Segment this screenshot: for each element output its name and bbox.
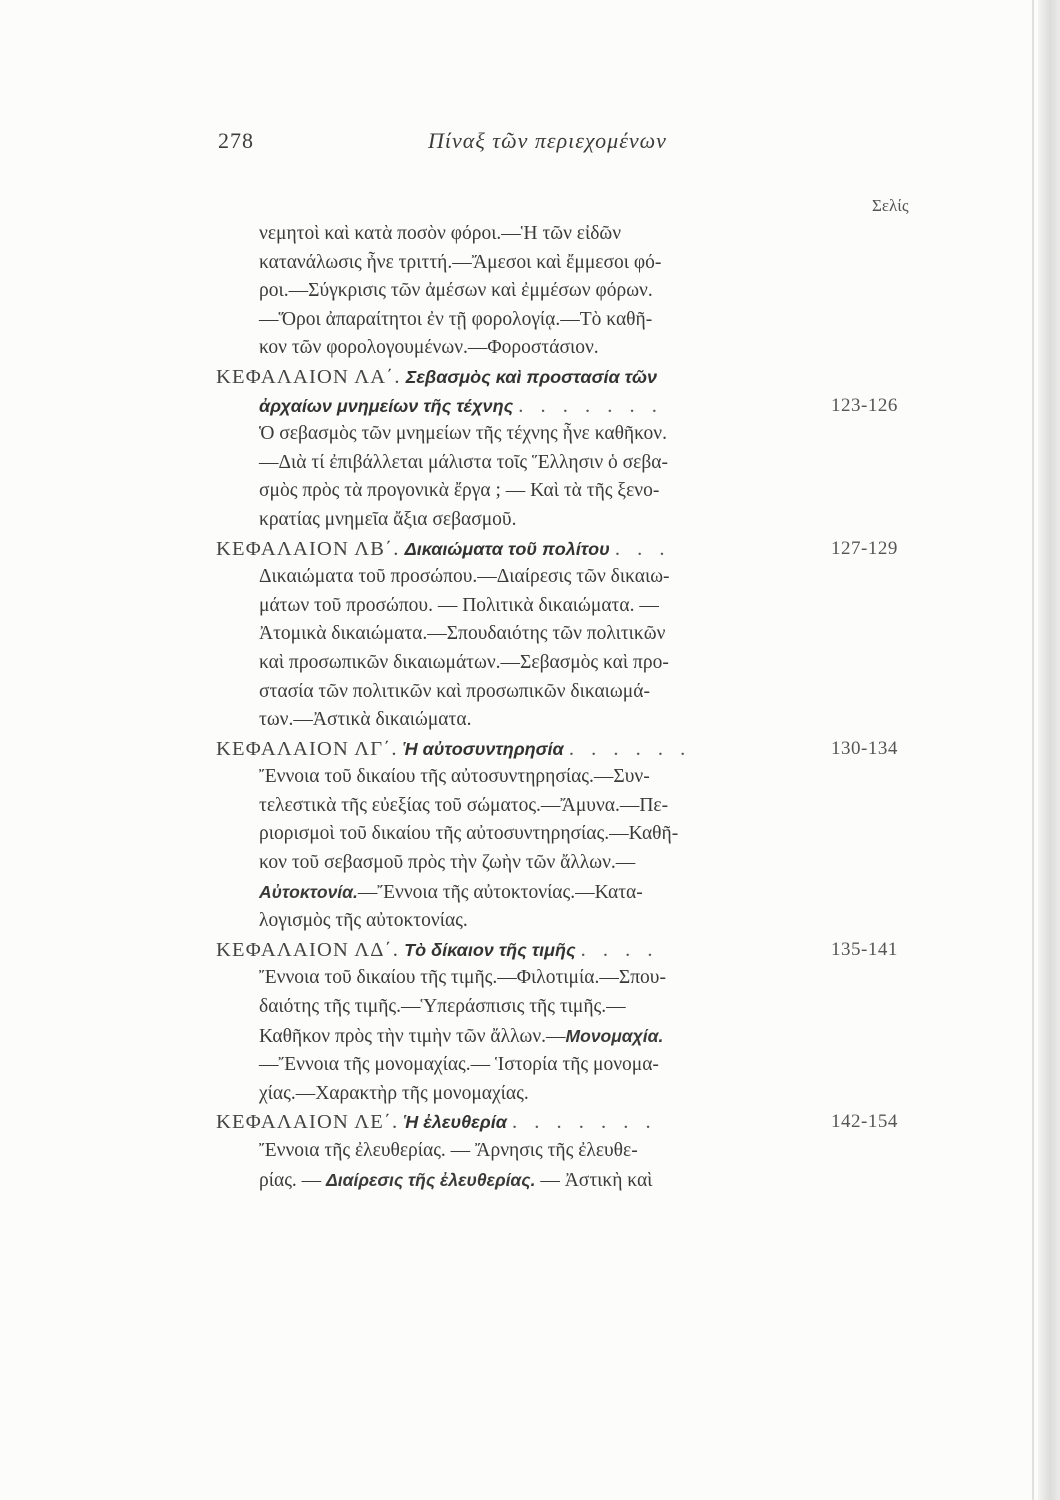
chapter-title: Ἡ ἐλευθερία	[403, 1112, 507, 1133]
text-line: σμὸς πρὸς τὰ προγονικὰ ἔργα ; — Καὶ τὰ τῆς ξενο-	[259, 480, 660, 502]
text-line: —Ὅροι ἀπαραίτητοι ἐν τῇ φορολογίᾳ.—Τὸ καθῆ-	[259, 308, 653, 330]
text-line: Ἔννοια τῆς ἐλευθερίας. — Ἄρνησις τῆς ἐλευθε-	[259, 1140, 638, 1161]
chapter-label: ΚΕΦΑΛΑΙΟΝ ΛΑ΄.	[216, 365, 401, 388]
text-line: Ἔννοια τοῦ δικαίου τῆς τιμῆς.—Φιλοτιμία.—Σπου-	[259, 967, 666, 989]
intro-paragraph	[216, 220, 934, 363]
emphasis-term: Αὐτοκτονία.	[259, 881, 358, 902]
page-header	[218, 128, 818, 168]
chapter-heading-cont	[216, 392, 934, 421]
dot-leader: . . . . . . .	[518, 394, 663, 417]
chapter-heading	[216, 1108, 934, 1137]
emphasis-term: Μονομαχία.	[565, 1025, 664, 1046]
chapter-summary	[216, 964, 934, 1108]
chapter-title: Τὸ δίκαιον τῆς τιμῆς	[404, 939, 576, 960]
text-run: ρίας. —	[259, 1169, 327, 1191]
chapter-entry	[216, 936, 934, 1109]
chapter-label: ΚΕΦΑΛΑΙΟΝ ΛΕ΄.	[216, 1111, 399, 1134]
chapter-pages: 142-154	[831, 1111, 898, 1133]
text-line: Ἀτομικὰ δικαιώματα.—Σπουδαιότης τῶν πολιτικῶν	[259, 623, 666, 645]
text-line: κρατίας μνημεῖα ἄξια σεβασμοῦ.	[259, 508, 517, 530]
text-line: Δικαιώματα τοῦ προσώπου.—Διαίρεσις τῶν δικαιω-	[259, 566, 670, 588]
chapter-summary	[216, 763, 934, 936]
chapter-entry	[216, 1108, 934, 1195]
text-line: των.—Ἀστικὰ δικαιώματα.	[259, 709, 472, 731]
running-title: Πίναξ τῶν περιεχομένων	[428, 128, 667, 153]
page-number: 278	[218, 128, 254, 153]
text-line: τελεστικὰ τῆς εὐεξίας τοῦ σώματος.—Ἄμυνα.—Πε-	[259, 794, 669, 816]
text-line: Ἔννοια τοῦ δικαίου τῆς αὐτοσυντηρησίας.—Συν-	[259, 766, 650, 788]
chapter-entry	[216, 363, 934, 535]
chapter-label: ΚΕΦΑΛΑΙΟΝ ΛΒ΄.	[216, 537, 400, 560]
chapter-summary	[216, 563, 934, 735]
chapter-pages: 135-141	[831, 938, 898, 960]
page-column-label: Σελίς	[872, 196, 909, 215]
toc-body	[216, 220, 934, 1195]
chapter-heading	[216, 735, 934, 764]
dot-leader: . . .	[614, 537, 671, 560]
dot-leader: . . . . . .	[568, 737, 692, 760]
text-line: κον τοῦ σεβασμοῦ πρὸς τὴν ζωὴν τῶν ἄλλων.—	[259, 852, 636, 874]
text-line: στασία τῶν πολιτικῶν καὶ προσωπικῶν δικαιωμά-	[259, 680, 650, 702]
chapter-heading	[216, 535, 934, 564]
text-line: δαιότης τῆς τιμῆς.—Ὑπεράσπισις τῆς τιμῆς.—	[259, 996, 626, 1018]
chapter-summary	[216, 420, 934, 534]
chapter-heading	[216, 363, 934, 392]
chapter-title-cont: ἀρχαίων μνημείων τῆς τέχνης	[259, 395, 514, 416]
chapter-summary	[216, 1137, 934, 1195]
text-line: κον τῶν φορολογουμένων.—Φοροστάσιον.	[259, 337, 599, 359]
text-line: κατανάλωσις ἦνε τριττή.—Ἄμεσοι καὶ ἔμμεσοι φό-	[259, 251, 662, 273]
text-line: λογισμὸς τῆς αὐτοκτονίας.	[259, 910, 468, 932]
text-line: χίας.—Χαρακτὴρ τῆς μονομαχίας.	[259, 1082, 529, 1104]
chapter-pages: 123-126	[831, 394, 898, 416]
chapter-title: Σεβασμὸς καὶ προστασία τῶν	[405, 366, 658, 387]
text-run: —Ἔννοια τῆς αὐτοκτονίας.—Κατα-	[357, 881, 643, 903]
chapter-title: Ἡ αὐτοσυντηρησία	[402, 738, 564, 759]
text-line	[259, 1022, 934, 1052]
text-line	[259, 1166, 934, 1196]
emphasis-term: Διαίρεσις τῆς ἐλευθερίας.	[326, 1169, 536, 1190]
text-line: νεμητοὶ καὶ κατὰ ποσὸν φόροι.—Ἡ τῶν εἰδῶν	[259, 223, 622, 244]
text-line: Ὁ σεβασμὸς τῶν μνημείων τῆς τέχνης ἦνε καθῆκον.	[259, 423, 667, 445]
chapter-title: Δικαιώματα τοῦ πολίτου	[404, 538, 610, 559]
text-line: καὶ προσωπικῶν δικαιωμάτων.—Σεβασμὸς καὶ προ-	[259, 651, 669, 673]
chapter-entry	[216, 735, 934, 936]
page-edge-line	[1032, 0, 1034, 1500]
text-line: ροι.—Σύγκρισις τῶν ἀμέσων καὶ ἐμμέσων φόρων.	[259, 280, 653, 302]
chapter-label: ΚΕΦΑΛΑΙΟΝ ΛΔ΄.	[216, 938, 400, 961]
chapter-pages: 127-129	[831, 537, 898, 559]
dot-leader: . . . . . . .	[511, 1111, 657, 1134]
chapter-label: ΚΕΦΑΛΑΙΟΝ ΛΓ΄.	[216, 737, 398, 760]
text-run: — Ἀστικὴ καὶ	[535, 1169, 653, 1191]
text-line: —Διὰ τί ἐπιβάλλεται μάλιστα τοῖς Ἕλλησιν ὁ σεβα-	[259, 451, 669, 473]
text-line: ριορισμοὶ τοῦ δικαίου τῆς αὐτοσυντηρησίας.—Καθῆ-	[259, 823, 679, 845]
text-line: μάτων τοῦ προσώπου. — Πολιτικὰ δικαιώματα. —	[259, 594, 659, 616]
page-edge-shadow	[1038, 0, 1060, 1500]
chapter-pages: 130-134	[831, 737, 898, 759]
chapter-entry	[216, 535, 934, 735]
dot-leader: . . . .	[580, 938, 659, 961]
text-line	[259, 878, 934, 908]
text-run: Καθῆκον πρὸς τὴν τιμὴν τῶν ἄλλων.—	[259, 1025, 566, 1047]
text-line: —Ἔννοια τῆς μονομαχίας.— Ἱστορία τῆς μονομα-	[259, 1054, 659, 1076]
chapter-heading	[216, 936, 934, 965]
